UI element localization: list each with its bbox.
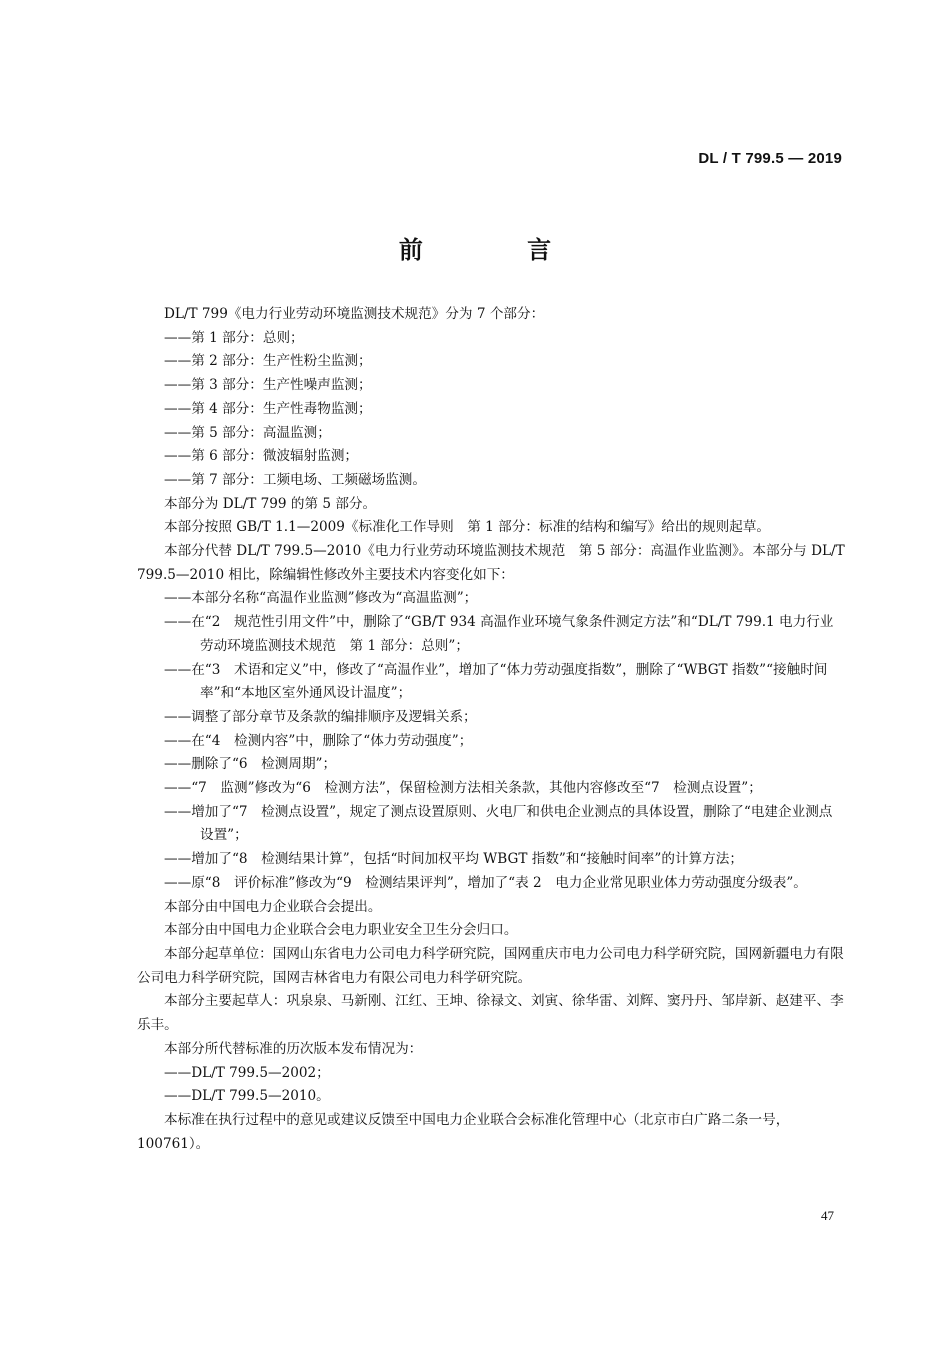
list-item: ——本部分名称“高温作业监测”修改为“高温监测”； [164, 590, 478, 607]
list-item: ——在“3 术语和定义”中，修改了“高温作业”，增加了“体力劳动强度指数”，删除了“WBGT 指数”“接触时间率”和“本地区室外通风设计温度”； [164, 661, 828, 702]
list-item: ——在“4 检测内容”中，删除了“体力劳动强度”； [164, 732, 473, 749]
list-item: ——第 7 部分：工频电场、工频磁场监测。 [164, 471, 426, 488]
list-item: ——DL/T 799.5—2010。 [164, 1088, 330, 1105]
paragraph: 本部分代替 DL/T 799.5—2010《电力行业劳动环境监测技术规范 第 5 部分：高温作业监测》。本部分与 DL/T 799.5—2010 相比，除编辑性修改外主要技术内容变化如下： [137, 543, 845, 583]
list-item: ——DL/T 799.5—2002； [164, 1064, 330, 1081]
paragraph: 本部分由中国电力企业联合会电力职业安全卫生分会归口。 [164, 922, 518, 939]
paragraph: 本部分所代替标准的历次版本发布情况为： [164, 1040, 423, 1057]
list-item: ——第 4 部分：生产性毒物监测； [164, 400, 372, 417]
list-item: ——增加了“7 检测点设置”，规定了测点设置原则、火电厂和供电企业测点的具体设置，删除了“电建企业测点设置”； [164, 803, 833, 844]
list-item: ——第 2 部分：生产性粉尘监测； [164, 353, 372, 370]
paragraph: DL/T 799《电力行业劳动环境监测技术规范》分为 7 个部分： [164, 306, 545, 322]
paragraph: 本部分起草单位：国网山东省电力公司电力科学研究院，国网重庆市电力公司电力科学研究院，国网新疆电力有限公司电力科学研究院，国网吉林省电力有限公司电力科学研究院。 [137, 945, 844, 986]
list-item: ——第 6 部分：微波辐射监测； [164, 448, 359, 465]
paragraph: 本标准在执行过程中的意见或建议反馈至中国电力企业联合会标准化管理中心（北京市白广路二条一号，100761）。 [137, 1111, 790, 1152]
paragraph: 本部分主要起草人：巩泉泉、马新刚、江红、王坤、徐禄文、刘寅、徐华雷、刘辉、窦丹丹、邹岸新、赵建平、李乐丰。 [137, 993, 844, 1034]
list-item: ——第 1 部分：总则； [164, 329, 304, 346]
list-item: ——第 3 部分：生产性噪声监测； [164, 377, 372, 394]
paragraph: 本部分由中国电力企业联合会提出。 [164, 898, 382, 915]
document-code: DL / T 799.5 — 2019 [698, 150, 842, 167]
page-title: 前 言 [398, 236, 600, 264]
list-item: ——“7 监测”修改为“6 检测方法”，保留检测方法相关条款，其他内容修改至“7 检测点设置”； [164, 780, 762, 797]
list-item: ——原“8 评价标准”修改为“9 检测结果评判”，增加了“表 2 电力企业常见职业体力劳动强度分级表”。 [164, 874, 807, 891]
list-item: ——第 5 部分：高温监测； [164, 424, 331, 441]
list-item: ——删除了“6 检测周期”； [164, 756, 337, 773]
paragraph: 本部分为 DL/T 799 的第 5 部分。 [164, 495, 377, 512]
paragraph: 本部分按照 GB/T 1.1—2009《标准化工作导则 第 1 部分：标准的结构和编写》给出的规则起草。 [164, 519, 771, 536]
list-item: ——在“2 规范性引用文件”中，删除了“GB/T 934 高温作业环境气象条件测定方法”和“DL/T 799.1 电力行业劳动环境监测技术规范 第 1 部分：总则”； [164, 614, 834, 654]
foreword-body [137, 303, 845, 1156]
page-number: 47 [821, 1208, 834, 1223]
list-item: ——增加了“8 检测结果计算”，包括“时间加权平均 WBGT 指数”和“接触时间率”的计算方法； [164, 851, 743, 868]
list-item: ——调整了部分章节及条款的编排顺序及逻辑关系； [164, 708, 477, 725]
